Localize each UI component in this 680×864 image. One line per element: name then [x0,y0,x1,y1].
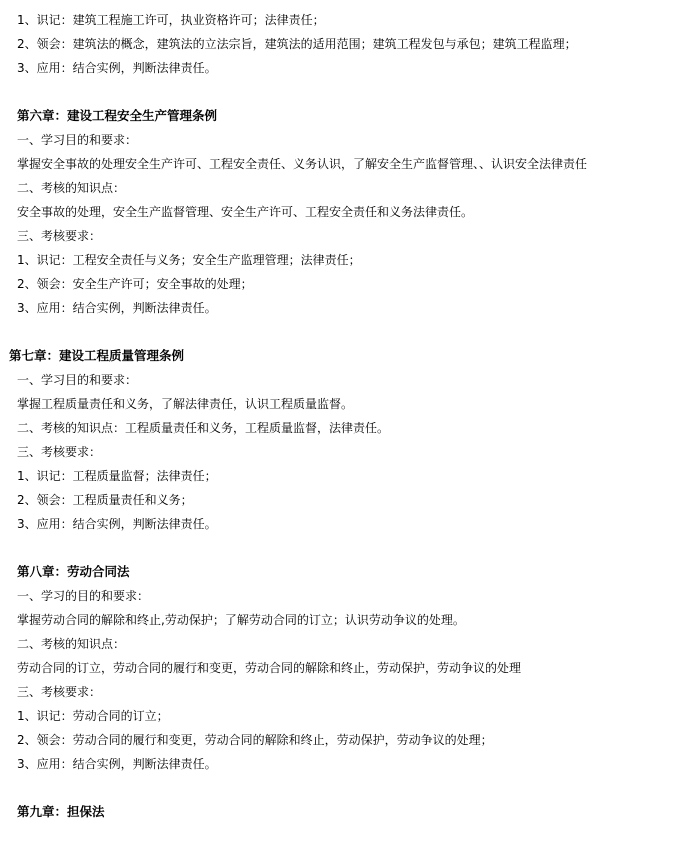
chapter-heading: 第七章：建设工程质量管理条例 [9,348,185,363]
text-line: 三、考核要求： [17,445,102,459]
text-line: 三、考核要求： [17,685,102,699]
text-line: 3、应用：结合实例，判断法律责任。 [17,301,217,315]
text-line: 1、识记：建筑工程施工许可，执业资格许可；法律责任； [17,13,325,27]
chapter-heading: 第九章：担保法 [17,804,105,819]
text-line: 2、领会：劳动合同的履行和变更，劳动合同的解除和终止，劳动保护，劳动争议的处理； [17,733,493,747]
text-line: 安全事故的处理，安全生产监督管理、安全生产许可、工程安全责任和义务法律责任。 [17,205,474,219]
chapter-heading: 第八章：劳动合同法 [17,564,130,579]
text-line: 一、学习目的和要求： [17,133,138,147]
text-line: 二、考核的知识点： [17,637,126,651]
text-line: 掌握安全事故的处理安全生产许可、工程安全责任、义务认识，了解安全生产监督管理、、认识安全法律责任 [17,157,588,171]
text-line: 3、应用：结合实例，判断法律责任。 [17,517,217,531]
text-line: 1、识记：工程安全责任与义务；安全生产监理管理；法律责任； [17,253,361,267]
text-line: 一、学习目的和要求： [17,373,138,387]
text-line: 掌握劳动合同的解除和终止,劳动保护；了解劳动合同的订立；认识劳动争议的处理。 [17,613,465,627]
text-line: 二、考核的知识点：工程质量责任和义务，工程质量监督，法律责任。 [17,421,390,435]
text-line: 2、领会：安全生产许可；安全事故的处理； [17,277,253,291]
text-line: 2、领会：建筑法的概念，建筑法的立法宗旨，建筑法的适用范围；建筑工程发包与承包；建筑工程监理； [17,37,577,51]
text-line: 二、考核的知识点： [17,181,126,195]
text-line: 2、领会：工程质量责任和义务； [17,493,193,507]
text-line: 三、考核要求： [17,229,102,243]
text-line: 3、应用：结合实例，判断法律责任。 [17,757,217,771]
text-line: 1、识记：劳动合同的订立； [17,709,169,723]
chapter-heading: 第六章：建设工程安全生产管理条例 [17,108,218,123]
text-line: 1、识记：工程质量监督；法律责任； [17,469,217,483]
text-line: 掌握工程质量责任和义务，了解法律责任，认识工程质量监督。 [17,397,354,411]
text-line: 劳动合同的订立，劳动合同的履行和变更，劳动合同的解除和终止，劳动保护，劳动争议的处理 [17,661,522,675]
text-line: 3、应用：结合实例，判断法律责任。 [17,61,217,75]
text-line: 一、学习的目的和要求： [17,589,150,603]
